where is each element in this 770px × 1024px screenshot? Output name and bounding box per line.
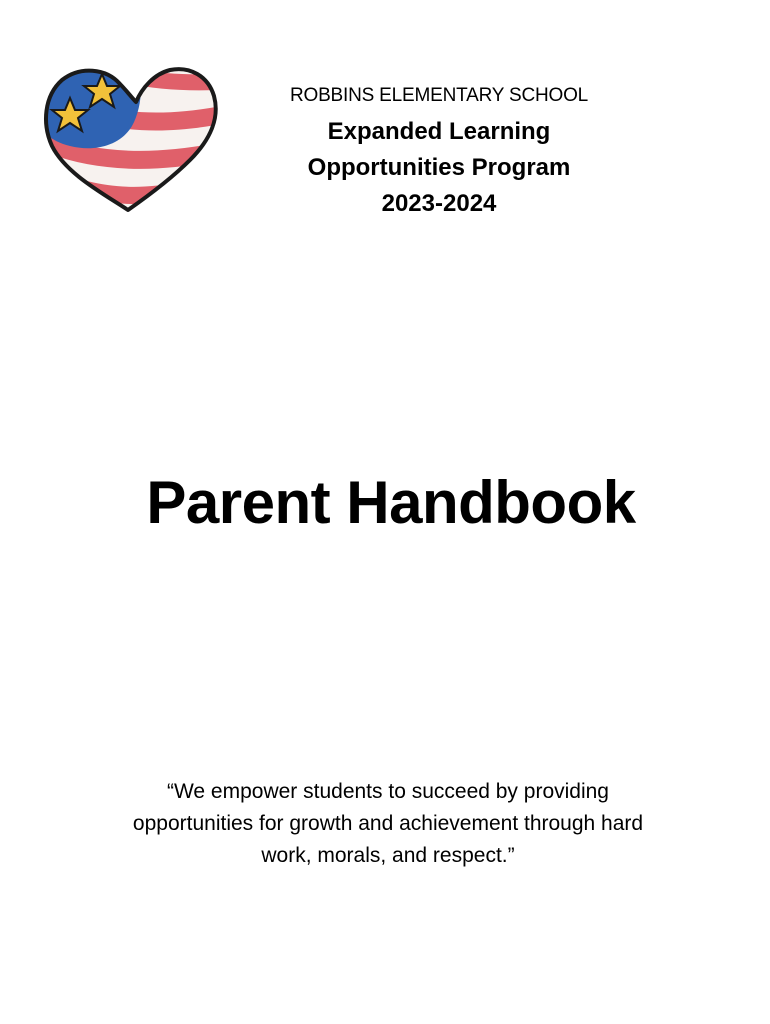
- mission-line2: opportunities for growth and achievement through hard: [132, 812, 644, 835]
- mission-line3: work, morals, and respect.”: [261, 844, 515, 867]
- school-year: 2023-2024: [381, 190, 497, 217]
- program-name-line1: Expanded Learning: [327, 118, 551, 145]
- program-header: [250, 84, 628, 222]
- program-name-line2: Opportunities Program: [307, 154, 571, 181]
- page-title: Parent Handbook: [146, 469, 636, 536]
- school-name: ROBBINS ELEMENTARY SCHOOL: [289, 85, 589, 106]
- mission-statement: [80, 776, 696, 872]
- mission-line1: “We empower students to succeed by providing: [166, 780, 609, 803]
- flag-heart-icon: [40, 62, 222, 218]
